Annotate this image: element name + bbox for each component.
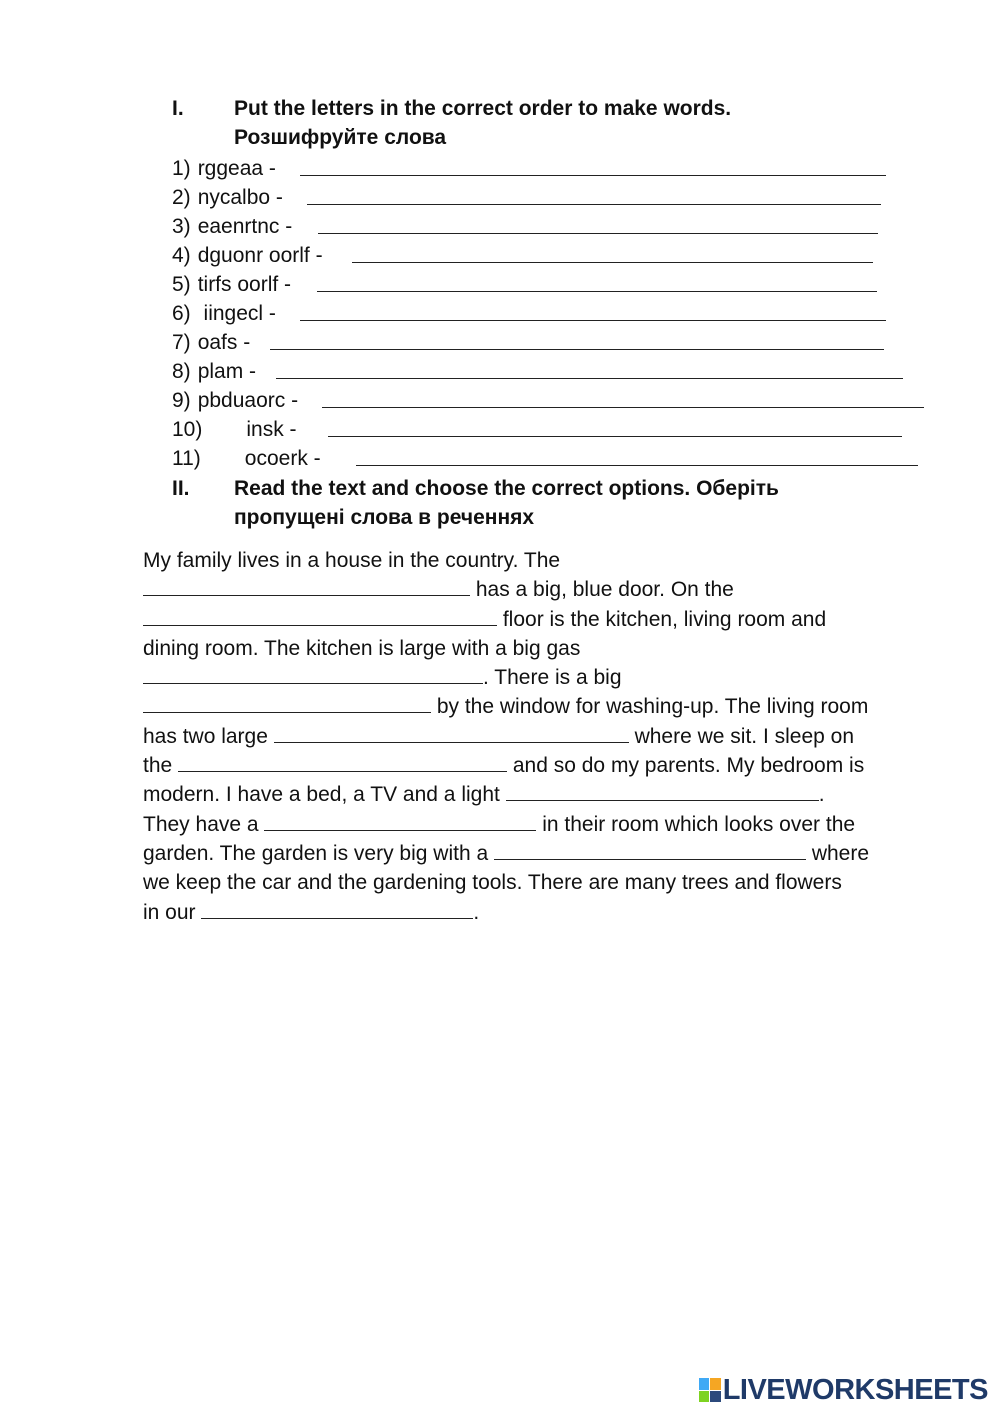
passage-text: garden. The garden is very big with a: [143, 841, 494, 865]
answer-line[interactable]: [352, 241, 873, 263]
word-item: [172, 241, 323, 270]
passage-text: . There is a big: [483, 666, 622, 690]
section-1-title-ua: Розшифруйте слова: [234, 126, 447, 149]
answer-line[interactable]: [318, 212, 878, 234]
passage-text: and so do my parents. My bedroom is: [507, 754, 865, 778]
word-item: [172, 415, 297, 444]
answer-line[interactable]: [322, 386, 924, 408]
passage-text: in their room which looks over the: [536, 812, 856, 836]
passage-text: the: [143, 754, 179, 778]
passage-line: [143, 575, 933, 604]
scrambled-word: tirfs oorlf -: [197, 273, 292, 296]
passage-text: modern. I have a bed, a TV and a light: [143, 783, 506, 807]
passage-text: has two large: [143, 724, 274, 748]
word-item: [172, 444, 321, 473]
passage-text: My family lives in a house in the country. The: [143, 549, 561, 572]
answer-blank[interactable]: [143, 606, 497, 626]
scrambled-word: oafs -: [197, 331, 251, 354]
passage-line: [143, 868, 933, 897]
word-item: [172, 212, 292, 241]
scrambled-word: ocoerk -: [244, 447, 321, 470]
passage-text: has a big, blue door. On the: [470, 578, 734, 602]
answer-line[interactable]: [356, 444, 918, 466]
scrambled-word: plam -: [197, 360, 257, 383]
answer-blank[interactable]: [143, 576, 470, 596]
passage-text: .: [473, 900, 480, 924]
answer-blank[interactable]: [143, 693, 431, 713]
item-number: 2): [172, 186, 191, 209]
scrambled-word: eaenrtnc -: [197, 215, 293, 238]
scrambled-word: rggeaa -: [197, 157, 276, 180]
word-item: [172, 154, 276, 183]
item-number: 7): [172, 331, 191, 354]
passage-line: [143, 780, 933, 809]
liveworksheets-logo-icon: [699, 1378, 721, 1402]
passage-line: [143, 898, 933, 927]
scrambled-word: insk -: [246, 418, 297, 441]
item-number: 5): [172, 273, 191, 296]
section-1-numeral: I.: [172, 97, 184, 120]
word-item: [172, 328, 250, 357]
item-number: 8): [172, 360, 191, 383]
answer-line[interactable]: [270, 328, 884, 350]
answer-line[interactable]: [276, 357, 903, 379]
item-number: 6): [172, 302, 191, 325]
answer-blank[interactable]: [201, 899, 473, 919]
passage-text: in our: [143, 900, 202, 924]
answer-line[interactable]: [317, 270, 877, 292]
answer-blank[interactable]: [494, 840, 806, 860]
answer-line[interactable]: [300, 154, 886, 176]
passage-text: floor is the kitchen, living room and: [497, 607, 827, 631]
passage-text: where: [805, 841, 870, 865]
answer-line[interactable]: [307, 183, 881, 205]
passage-text: They have a: [143, 812, 265, 836]
passage-line: [143, 605, 933, 634]
item-number: 4): [172, 244, 191, 267]
passage-line: [143, 751, 933, 780]
answer-blank[interactable]: [264, 811, 536, 831]
word-item: [172, 183, 283, 212]
answer-blank[interactable]: [506, 781, 819, 801]
answer-blank[interactable]: [143, 664, 483, 684]
answer-blank[interactable]: [274, 723, 629, 743]
passage-text: by the window for washing-up. The living room: [431, 695, 869, 719]
item-number: 9): [172, 389, 191, 412]
scrambled-word: pbduaorc -: [197, 389, 299, 412]
answer-line[interactable]: [300, 299, 886, 321]
word-item: [172, 270, 291, 299]
word-item: [172, 299, 276, 328]
passage-line: [143, 839, 933, 868]
item-number: 10): [172, 418, 203, 441]
passage-line: [143, 634, 933, 663]
passage-text: dining room. The kitchen is large with a big gas: [143, 636, 581, 660]
passage-text: .: [818, 783, 825, 807]
scrambled-word: nycalbo -: [197, 186, 283, 209]
scrambled-word: dguonr oorlf -: [197, 244, 323, 267]
section-2-numeral: II.: [172, 477, 190, 500]
reading-passage: [143, 546, 933, 927]
item-number: 1): [172, 157, 191, 180]
passage-line: [143, 692, 933, 721]
item-number: 11): [172, 447, 201, 470]
liveworksheets-logo[interactable]: [699, 1373, 988, 1407]
logo-text: LIVEWORKSHEETS: [722, 1373, 988, 1406]
passage-line: [143, 546, 933, 575]
passage-line: [143, 810, 933, 839]
scrambled-word: iingecl -: [197, 302, 276, 325]
answer-blank[interactable]: [178, 752, 507, 772]
section-2-title: Read the text and choose the correct options. Оберіть пропущені слова в реченнях: [234, 477, 779, 529]
section-1-title-en: Put the letters in the correct order to make words.: [234, 97, 732, 120]
item-number: 3): [172, 215, 191, 238]
passage-text: we keep the car and the gardening tools. There are many trees and flowers: [143, 871, 842, 895]
word-item: [172, 386, 298, 415]
passage-text: where we sit. I sleep on: [628, 724, 855, 748]
passage-line: [143, 663, 933, 692]
word-item: [172, 357, 256, 386]
answer-line[interactable]: [328, 415, 902, 437]
passage-line: [143, 722, 933, 751]
